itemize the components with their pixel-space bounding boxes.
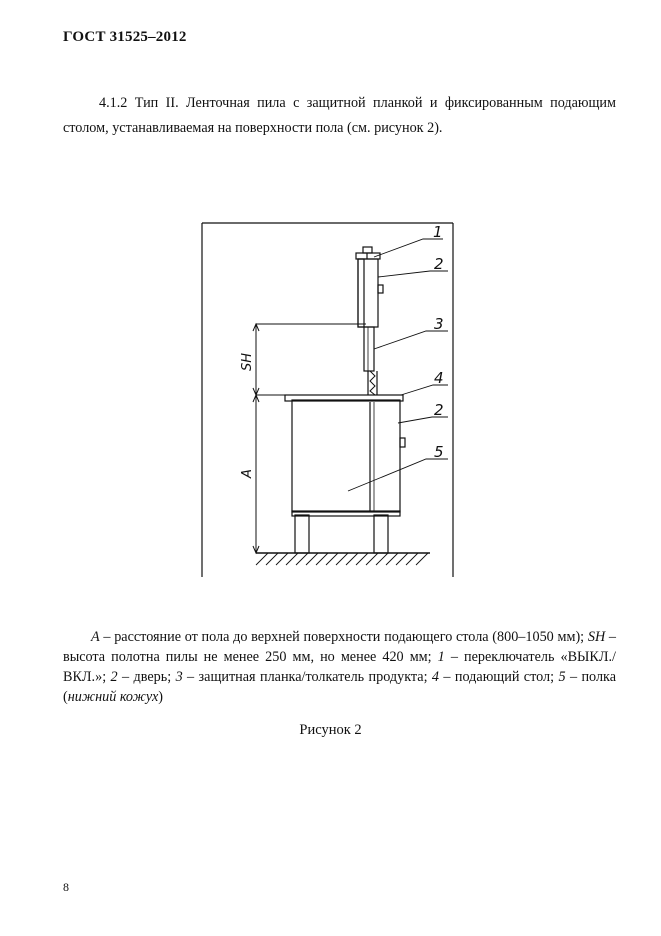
dimension-sh-label: SH: [240, 352, 255, 371]
figure-2-drawing: [198, 219, 458, 579]
upper-housing-edge: [358, 259, 364, 327]
cabinet-handle: [400, 438, 405, 447]
leader-1: [374, 239, 443, 257]
upper-door-handle: [378, 285, 383, 293]
legend-a-symbol: A: [91, 629, 100, 645]
dimension-a-label: A: [240, 469, 255, 478]
bandsaw-diagram: [198, 219, 458, 579]
callout-2-lower: 2: [434, 401, 444, 419]
blade-guard: [364, 327, 374, 371]
document-header: ГОСТ 31525–2012: [63, 29, 187, 45]
figure-legend: A – расстояние от пола до верхней поверхности подающего стола (800–1050 мм); SH – высота полотна пилы не менее 250 мм, но менее 420 мм; 1 – переключатель «ВЫКЛ./ВКЛ.»; 2 – дверь; 3 – защитная планка/толкатель продукта; 4 – подающий стол; 5 – полка (нижний кожух): [63, 629, 616, 705]
leader-5: [348, 459, 448, 491]
leg-right: [374, 515, 388, 553]
saw-blade: [370, 371, 375, 395]
leader-3: [374, 331, 448, 349]
upper-housing: [358, 259, 378, 327]
callout-4: 4: [434, 369, 444, 387]
page-number: 8: [63, 880, 69, 894]
floor-hatching: [256, 553, 428, 565]
legend-sh-symbol: SH: [587, 629, 606, 645]
clause-paragraph: 4.1.2 Тип II. Ленточная пила с защитной планкой и фиксированным подающим столом, устанавливаемая на поверхности пола (см. рисунок 2).: [63, 95, 616, 136]
callout-5: 5: [434, 443, 444, 461]
switch-knob: [363, 247, 372, 253]
leg-left: [295, 515, 309, 553]
cabinet-body: [292, 400, 400, 512]
callout-3: 3: [434, 315, 444, 333]
callout-1: 1: [433, 223, 443, 241]
callout-2-upper: 2: [434, 255, 444, 273]
figure-caption: Рисунок 2: [299, 722, 362, 738]
